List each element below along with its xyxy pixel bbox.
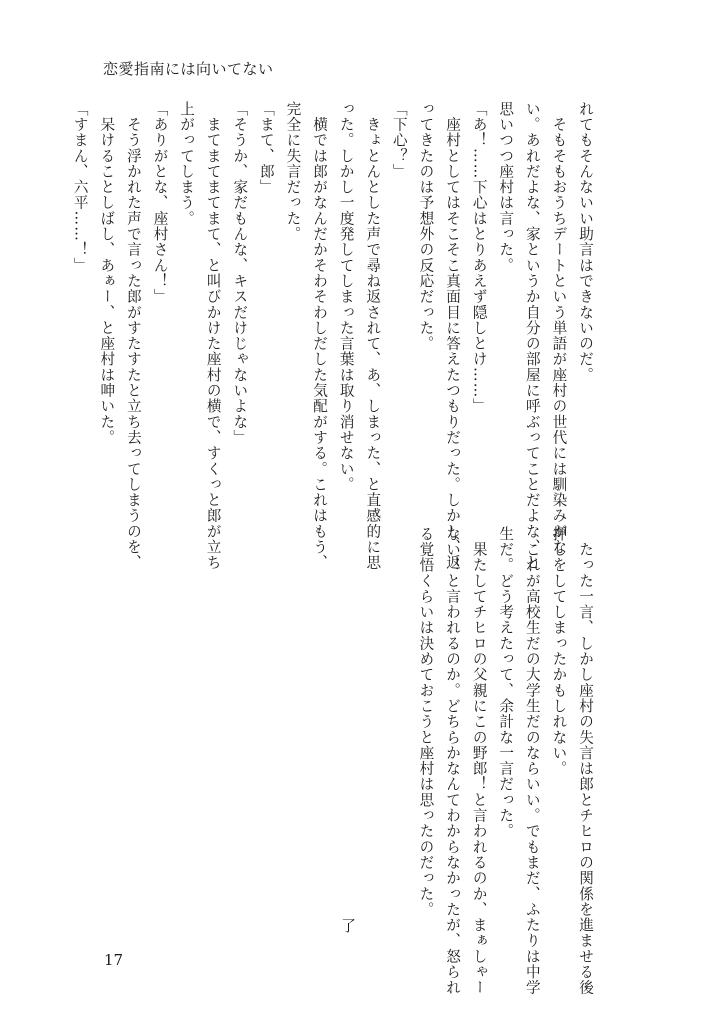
text-line: たった一言、しかし座村の失言は郎とチヒロの関係を進ませる後 (577, 526, 594, 996)
text-line: 「ありがとな、座村さん！」 (151, 101, 169, 305)
text-line: そもそもおうちデートという単語が座村の世代には馴染みがな (550, 101, 568, 555)
text-line: 「そうか、家だもんな、キスだけじゃないよな」 (231, 101, 249, 446)
text-line: そう浮かれた声で言った郎がすたすたと立ち去ってしまうのを、 (124, 101, 142, 571)
text-line: まてまてまてまて、と叫びかけた座村の横で、すくっと郎が立ち (204, 101, 222, 571)
text-line: ない！と言われるのか。どちらかなんてわからなかったが、怒られ (444, 526, 462, 996)
text-line: 「下心？」 (390, 101, 408, 180)
end-mark: 了 (339, 918, 357, 933)
text-line: 座村としてはそこそこ真面目に答えたつもりだった。しかし、返 (444, 101, 462, 571)
text-line: ってきたのは予想外の反応だった。 (417, 101, 435, 352)
text-line: 完全に失言だった。 (284, 101, 302, 242)
lower-text-block (417, 526, 598, 996)
text-line: 押しをしてしまったかもしれない。 (550, 526, 568, 777)
text-line: る覚悟くらいは決めておこうと座村は思ったのだった。 (417, 526, 435, 918)
text-line: 「すまん、六平……！」 (71, 101, 89, 274)
text-line: 思いつつ座村は言った。 (497, 101, 515, 274)
text-line: 生だ。どう考えたって、余計な一言だった。 (497, 526, 515, 839)
text-line: きょとんとした声で尋ね返されて、あ、しまった、と直感的に思 (364, 101, 382, 571)
text-line: 上がってしまう。 (178, 101, 196, 227)
text-line: 果たしてチヒロの父親にこの野郎！と言われるのか、まぁしゃー (470, 526, 488, 996)
text-line: これが高校生だの大学生だのならいい。でもまだ、ふたりは中学 (523, 526, 541, 996)
text-line: った。しかし一度発してしまった言葉は取り消せない。 (337, 101, 355, 493)
text-line: い。あれだよな、家というか自分の部屋に呼ぶってことだよな、と (523, 101, 541, 571)
text-line: 「あ！……下心はとりあえず隠しとけ……」 (470, 101, 488, 414)
text-line: れてもそんないい助言はできないのだ。 (577, 101, 594, 383)
running-header-title: 恋愛指南には向いてない (103, 60, 274, 78)
text-line: 横では郎がなんだかそわそわしだした気配がする。これはもう、 (311, 101, 329, 571)
text-line: 呆けることしばし、あぁー、と座村は呻いた。 (98, 101, 116, 446)
upper-text-block (71, 101, 598, 571)
text-line: 「まて、郎」 (257, 101, 275, 195)
page-number: 17 (104, 951, 124, 969)
